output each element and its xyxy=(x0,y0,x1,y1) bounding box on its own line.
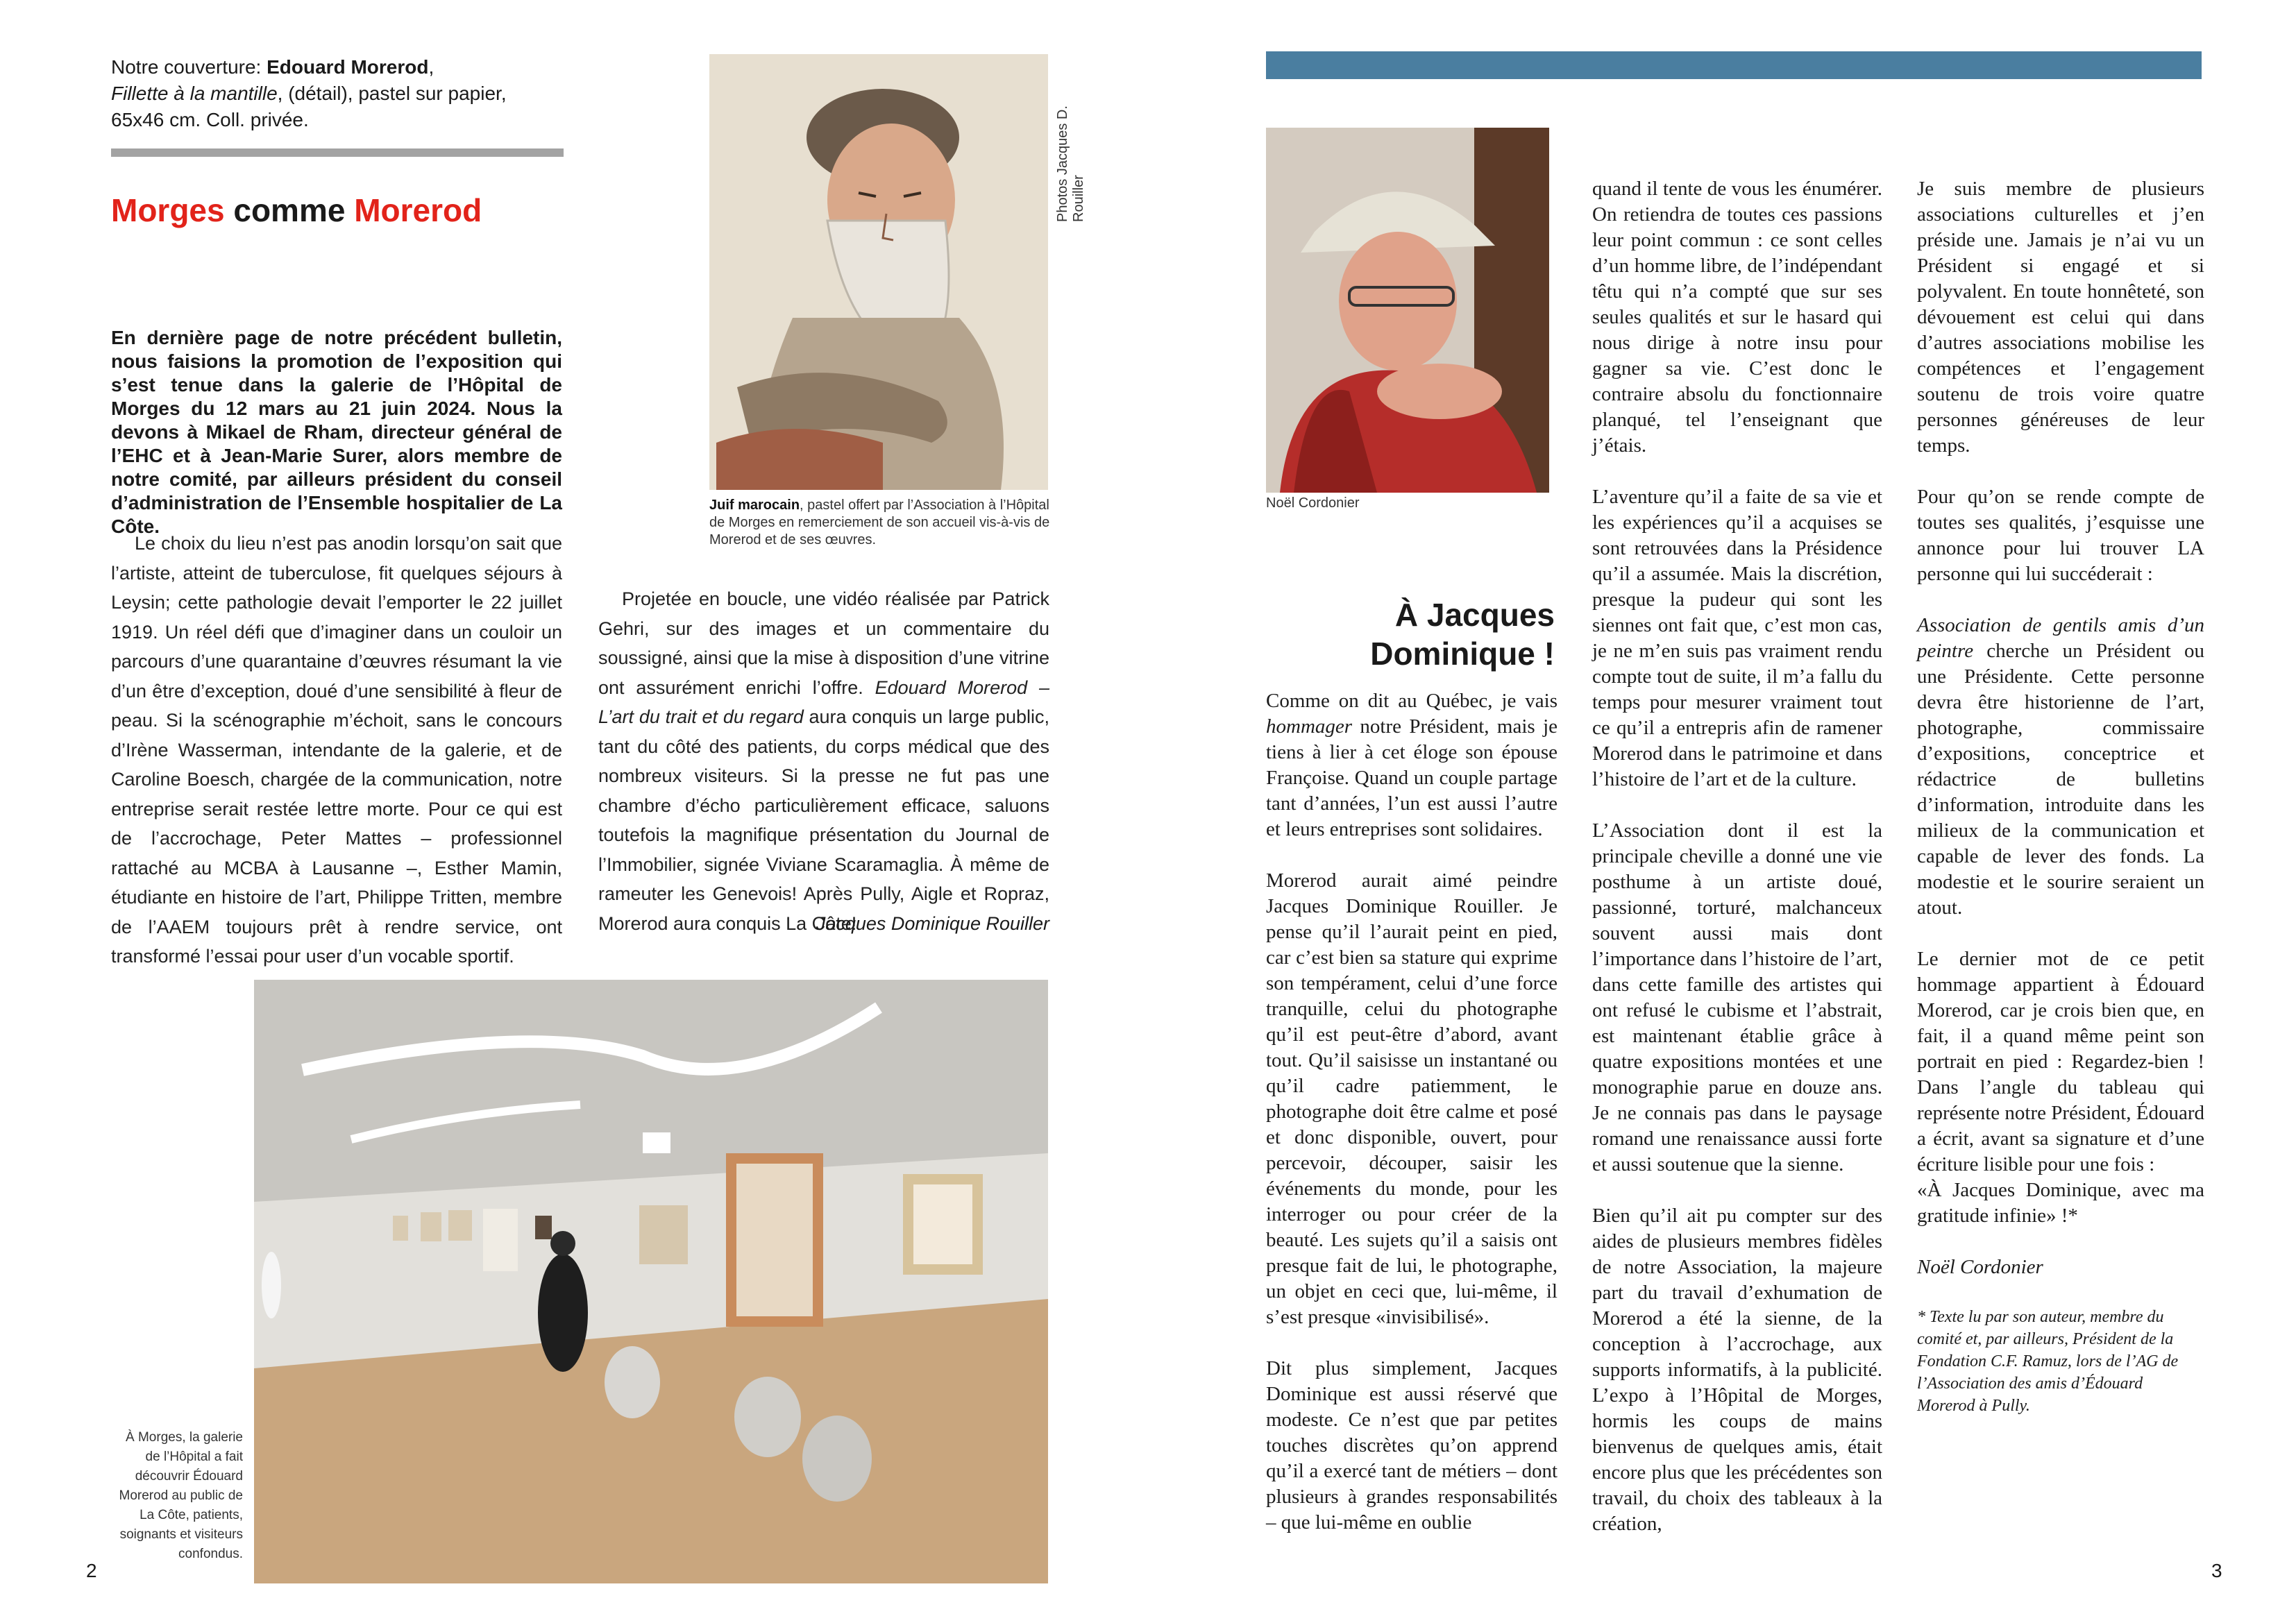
cover-note-work-title: Fillette à la mantille xyxy=(111,83,278,104)
photo-credit: Photos Jacques D. Rouiller xyxy=(1055,105,1086,222)
tribute-paragraph: quand il tente de vous les énumérer. On retiendra de toutes ces passions leur point commun : ce sont celles d’un homme libre, de l’indépendant têtu qui n’a compté que sur ses seules qualités et sur le hasard qui nous dirige à notre insu pour gagner sa vie. C’est donc le contraire absolu du fonctionnaire planqué, tel l’enseignant que j’étais. xyxy=(1592,178,1882,457)
cover-note-prefix: Notre couverture: xyxy=(111,56,267,78)
page-number-right: 3 xyxy=(2211,1560,2222,1581)
tribute-quote: «À Jacques Dominique, avec ma gratitude infinie» !* xyxy=(1917,1179,2204,1227)
tribute-paragraph: Je suis membre de plusieurs associations culturelles et j’en préside une. Jamais je n’ai vu un Président si engagé et si polyvalent. En toute honnêteté, son dévouement est celui qui dans d’autres associations mobilise les compétences et l’engagement soutenu de trois voire quatre personnes généreuses de leur temps. xyxy=(1917,178,2204,457)
tribute-signature-name: Noël Cordonier xyxy=(1917,1256,2043,1278)
tribute-column-3 xyxy=(1917,176,2204,1417)
portrait-drawing-image xyxy=(709,54,1048,490)
title-morges: Morges xyxy=(111,192,225,228)
cover-note-artist: Edouard Morerod xyxy=(267,56,429,78)
author-portrait-photo xyxy=(1266,128,1549,493)
tribute-column-1 xyxy=(1266,688,1558,1536)
tribute-text: notre Président, mais je tiens à lier à cet éloge son épouse Françoise. Quand un couple partage tant d’années, l’un est aussi l’autre et leurs entreprises sont solidaires. xyxy=(1266,715,1558,840)
cover-note xyxy=(111,54,569,133)
tribute-paragraph: L’Association dont il est la principale cheville a donné une vie posthume à un artiste doué, passionné, torturé, malchanceux souvent aussi mais dont l’importance dans l’histoire de l’art, dans cette famille des artistes qui ont refusé le cubisme et l’abstrait, est maintenant établie grâce à quatre expositions montées et une monographie parue en douze ans. Je ne connais pas dans le paysage romand une renaissance aussi forte et aussi soutenue que la sienne. xyxy=(1592,819,1882,1175)
tribute-footnote: * Texte lu par son auteur, membre du comité et, par ailleurs, Président de la Fondation C.F. Ramuz, lors de l’AG de l’Association des amis d’Édouard Morerod à Pully. xyxy=(1917,1308,2179,1415)
portrait-drawing-illustration xyxy=(709,54,1048,490)
gallery-corridor-photo xyxy=(254,980,1048,1583)
author-portrait-illustration xyxy=(1266,128,1549,493)
tribute-text: Comme on dit au Québec, je vais xyxy=(1266,690,1558,712)
tribute-paragraph: L’aventure qu’il a faite de sa vie et les expériences qu’il a acquises se sont retrouvées dans la Présidence qu’il a assumée. Mais la discrétion, presque la pudeur qui sont les siennes ont fait que, c’est mon cas, je ne m’en suis pas vraiment rendu compte tout de suite, il m’a fallu du temps pour mesurer vraiment tout ce qu’il a entrepris afin de ramener Morerod dans le patrimoine et dans l’histoire de l’art et de la culture. xyxy=(1592,486,1882,790)
portrait-caption xyxy=(709,497,1056,549)
tribute-italic-word: hommager xyxy=(1266,715,1353,738)
tribute-signature xyxy=(1917,1255,2204,1280)
title-comme: comme xyxy=(224,192,355,228)
gallery-corridor-illustration xyxy=(254,980,1048,1583)
cover-note-comma: , xyxy=(428,56,434,78)
tribute-column-2 xyxy=(1592,176,1882,1537)
column2-text-b: aura conquis un large public, tant du côté des patients, du corps médical que des nombreux visiteurs. Si la presse ne fut pas une chambre d’écho particulièrement efficace, saluons toutefois la magnifique présentation du Journal de l’Immobilier, signée Viviane Scaramaglia. À même de rameuter les Genevois! Après Pully, Aigle et Ropraz, Morerod aura conquis La Côte! xyxy=(598,706,1049,934)
column2-exhibition-title: Edouard Morerod – L’art du trait et du regard xyxy=(598,677,1050,727)
grey-divider xyxy=(111,148,564,157)
tribute-title-line1: À Jacques xyxy=(1394,597,1555,633)
portrait-caption-title: Juif marocain xyxy=(709,498,800,513)
cover-note-details: , (détail), pastel sur papier, xyxy=(277,83,507,104)
portrait-caption-text: , pastel offert par l’Association à l’Hôpital de Morges en remerciement de son accueil vis-à-vis de Morerod et de ses œuvres. xyxy=(709,498,1050,547)
tribute-paragraph: Pour qu’on se rende compte de toutes ses qualités, j’esquisse une annonce pour lui trouver LA personne qui lui succéderait : xyxy=(1917,486,2204,585)
tribute-paragraph xyxy=(1917,613,2204,921)
article-intro: En dernière page de notre précédent bulletin, nous faisions la promotion de l’exposition qui s’est tenue dans la galerie de l’Hôpital de Morges du 12 mars au 21 juin 2024. Nous la devons à Mikael de Rham, directeur général de l’EHC et à Jean-Marie Surer, alors membre de notre comité, par ailleurs président du conseil d’administration de l’Ensemble hospitalier de La Côte. xyxy=(111,327,562,537)
tribute-paragraph: Morerod aurait aimé peindre Jacques Dominique Rouiller. Je pense qu’il l’aurait peint en pied, car c’est bien sa stature qui exprime son tempérament, celui d’une force tranquille, celui du photographe qu’il est peut-être d’abord, avant tout. Qu’il saisisse un instantané ou qu’il cadre patiemment, le photographe doit être calme et posé et donc disponible, ouvert, pour percevoir, découper, saisir les événements du monde, pour les interroger ou pour créer de la beauté. Les sujets qu’il a saisis ont presque fait de lui, le photographe, un objet en ceci que, lui-même, il s’est presque «invisibilisé». xyxy=(1266,869,1558,1328)
job-ad-heading: Association de gentils amis d’un peintre xyxy=(1917,614,2204,662)
author-photo-caption: Noël Cordonier xyxy=(1266,495,1360,511)
page-number-left: 2 xyxy=(86,1560,97,1581)
gallery-caption: À Morges, la galerie de l’Hôpital a fait découvrir Édouard Morerod au public de La Côte, patients, soignants et visiteurs confondus. xyxy=(119,1430,243,1561)
article-title xyxy=(111,192,482,229)
cover-note-dimensions: 65x46 cm. Coll. privée. xyxy=(111,109,309,130)
tribute-paragraph xyxy=(1266,688,1558,842)
tribute-paragraph: Le dernier mot de ce petit hommage appartient à Édouard Morerod, car je crois bien que, en fait, il a quand même peint son portrait en pied : Regardez-bien ! Dans l’angle du tableau qui représente notre Président, Édouard a écrit, avant sa signature et d’une écriture lisible pour une fois : xyxy=(1917,948,2204,1175)
tribute-paragraph: Dit plus simplement, Jacques Dominique est aussi réservé que modeste. Ce n’est que par petites touches discrètes qu’on apprend qu’il a exercé tant de métiers – dont plusieurs à grandes responsabilités – que lui-même en oublie xyxy=(1266,1357,1558,1533)
job-ad-text: cherche un Président ou une Présidente. Cette personne devra être historienne de l’art, photographe, commissaire d’expositions, conceptrice et rédactrice de bulletins d’information, introduite dans les milieux de la communication et capable de lever des fonds. La modestie et le sourire seraient un atout. xyxy=(1917,640,2204,919)
tribute-title-line2: Dominique ! xyxy=(1370,636,1555,672)
tribute-paragraph: Bien qu’il ait pu compter sur des aides de plusieurs membres fidèles de notre Association, la majeure part du travail d’exhumation de Morerod a été la sienne, de la conception à l’accrochage, aux supports informatifs, à la publicité. L’expo à l’Hôpital de Morges, hormis les coups de mains bienvenus de quelques amis, était encore plus que les précédentes son travail, du choix des tableaux à la création, xyxy=(1592,1205,1882,1535)
header-color-band xyxy=(1266,51,2202,79)
article-column-2 xyxy=(598,584,1049,938)
article-column-1: Le choix du lieu n’est pas anodin lorsqu’on sait que l’artiste, atteint de tuberculose, fit quelques séjours à Leysin; cette pathologie devait l’emporter le 22 juillet 1919. Un réel défi que d’imaginer dans un couloir un parcours d’une quarantaine d’œuvres résumant la vie d’un être d’exception, doué d’une sensibilité à fleur de peau. Si la scénographie m’échoit, sans le concours d’Irène Wasserman, intendante de la galerie, et de Caroline Boesch, chargée de la communication, notre entreprise serait restée lettre morte. Pour ce qui est de l’accrochage, Peter Mattes – professionnel rattaché au MCBA à Lausanne –, Esther Mamin, étudiante en histoire de l’art, Philippe Tritten, membre de l’AAEM toujours prêt à rendre service, ont transformé l’essai pour user d’un vocable sportif. xyxy=(111,533,562,967)
author-signature: Jacques Dominique Rouiller xyxy=(816,913,1049,934)
title-morerod: Morerod xyxy=(354,192,482,228)
tribute-title xyxy=(1347,595,1555,673)
column2-text-a: Projetée en boucle, une vidéo réalisée par Patrick Gehri, sur des images et un commentaire du soussigné, ainsi que la mise à disposition d’une vitrine ont assurément enrichi l’offre. xyxy=(598,588,1049,698)
